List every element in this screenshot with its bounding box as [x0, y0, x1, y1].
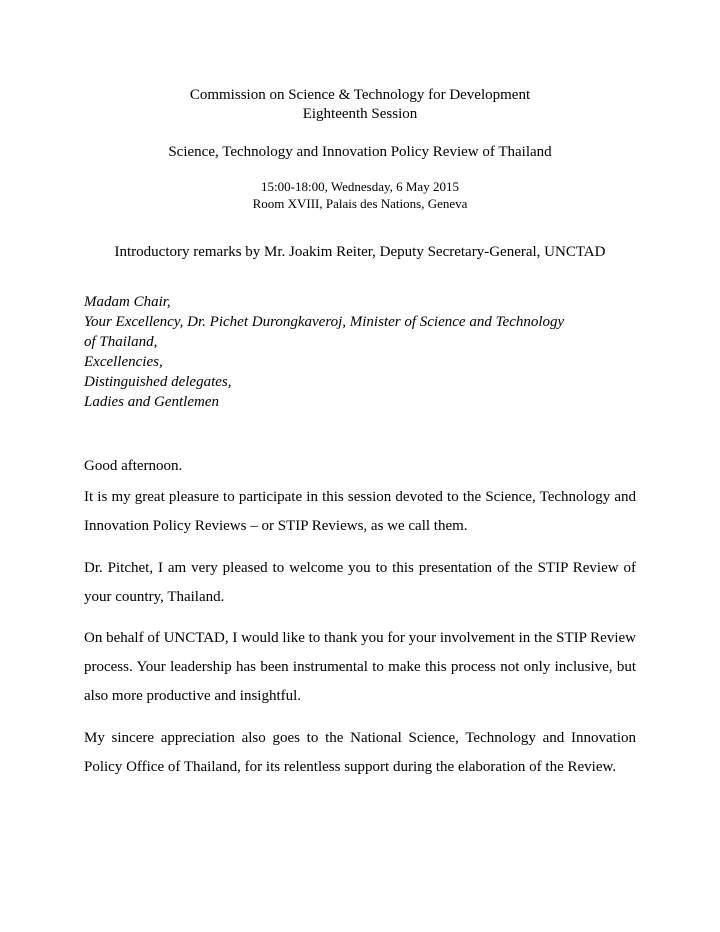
salutation-line: Ladies and Gentlemen — [84, 394, 219, 410]
body-paragraph: My sincere appreciation also goes to the National Science, Technology and Innovation Policy Office of Thailand, for its relentless support during the elaboration of the Review. — [84, 730, 636, 775]
session-time: 15:00-18:00, Wednesday, 6 May 2015 — [261, 179, 459, 194]
review-title: Science, Technology and Innovation Policy Review of Thailand — [168, 144, 552, 160]
remarks-heading: Introductory remarks by Mr. Joakim Reiter, Deputy Secretary-General, UNCTAD — [114, 244, 606, 260]
salutation-line: Your Excellency, Dr. Pichet Durongkaveroj, Minister of Science and Technology — [84, 314, 565, 330]
body-paragraph: On behalf of UNCTAD, I would like to thank you for your involvement in the STIP Review process. Your leadership has been instrumental to make this process not only inclusive, but also more productive and insightful. — [84, 630, 636, 704]
salutation-line: Excellencies, — [84, 354, 163, 370]
body-paragraph: It is my great pleasure to participate in this session devoted to the Science, Technology and Innovation Policy Reviews – or STIP Reviews, as we call them. — [84, 489, 636, 534]
body-paragraph: Dr. Pitchet, I am very pleased to welcome you to this presentation of the STIP Review of your country, Thailand. — [84, 560, 636, 605]
opening-line: Good afternoon. — [84, 458, 183, 474]
commission-title: Commission on Science & Technology for Development — [189, 87, 531, 103]
salutation-line: Madam Chair, — [84, 294, 171, 310]
salutation-line: Distinguished delegates, — [84, 374, 232, 390]
salutation-line: of Thailand, — [84, 334, 158, 350]
session-venue: Room XVIII, Palais des Nations, Geneva — [252, 196, 468, 211]
salutation-block — [84, 292, 636, 412]
session-title: Eighteenth Session — [302, 106, 418, 122]
